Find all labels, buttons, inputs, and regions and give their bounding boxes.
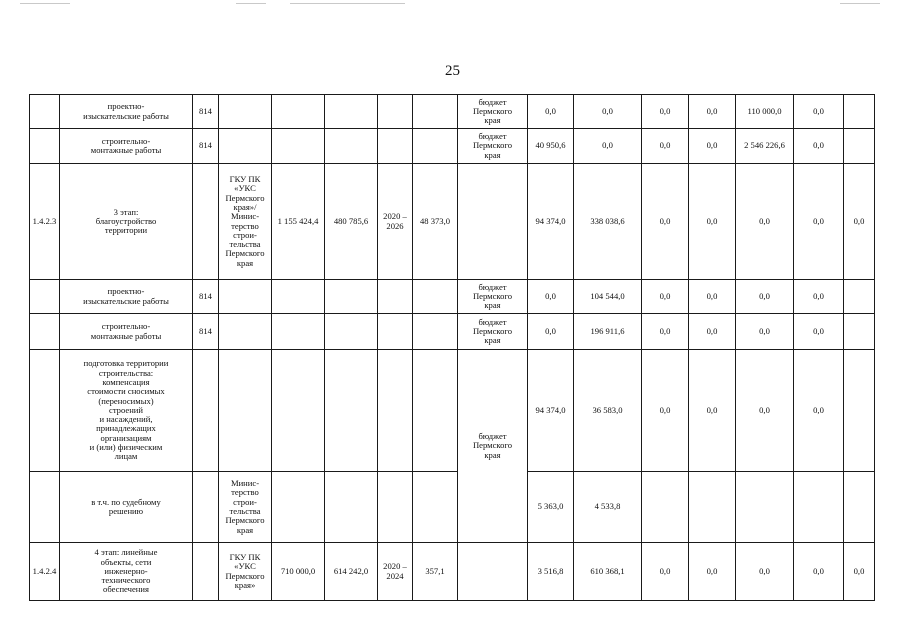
row-value: 5 363,0 xyxy=(528,472,574,543)
scan-artifact-line xyxy=(840,3,880,4)
row-value: 104 544,0 xyxy=(574,280,642,314)
row-value: 0,0 xyxy=(794,95,844,129)
row-code xyxy=(30,280,60,314)
row-value: 0,0 xyxy=(528,95,574,129)
row-executor: ГКУ ПК «УКС Пермского края» xyxy=(219,543,272,601)
row-name: подготовка территории строительства: компенсация стоимости сносимых (переносимых) строений и насаждений, принадлежащих организациям и (или) физическим лицам xyxy=(60,350,193,472)
table-row xyxy=(30,280,875,314)
row-executor: Минис- терство строи- тельства Пермского края xyxy=(219,472,272,543)
row-value xyxy=(844,314,875,350)
row-value: 0,0 xyxy=(736,543,794,601)
row-total-cost xyxy=(272,95,325,129)
row-total-cost xyxy=(272,314,325,350)
row-remaining xyxy=(413,314,458,350)
row-source: бюджет Пермского края xyxy=(458,129,528,164)
row-total-cost: 1 155 424,4 xyxy=(272,164,325,280)
row-value: 94 374,0 xyxy=(528,164,574,280)
row-value: 610 368,1 xyxy=(574,543,642,601)
row-value: 0,0 xyxy=(689,164,736,280)
row-remaining xyxy=(413,350,458,472)
row-grbs xyxy=(193,543,219,601)
row-name: 3 этап: благоустройство территории xyxy=(60,164,193,280)
row-prior-funding: 480 785,6 xyxy=(325,164,378,280)
row-source: бюджет Пермского края xyxy=(458,314,528,350)
row-value: 0,0 xyxy=(794,280,844,314)
row-name: в т.ч. по судебному решению xyxy=(60,472,193,543)
row-value: 3 516,8 xyxy=(528,543,574,601)
row-value: 0,0 xyxy=(689,280,736,314)
row-code: 1.4.2.4 xyxy=(30,543,60,601)
row-value: 0,0 xyxy=(794,129,844,164)
row-value xyxy=(844,95,875,129)
row-value: 0,0 xyxy=(642,314,689,350)
row-period xyxy=(378,129,413,164)
row-code: 1.4.2.3 xyxy=(30,164,60,280)
row-period xyxy=(378,95,413,129)
row-grbs: 814 xyxy=(193,95,219,129)
row-code xyxy=(30,350,60,472)
row-prior-funding xyxy=(325,472,378,543)
row-value: 0,0 xyxy=(528,314,574,350)
scan-artifact-line xyxy=(20,3,70,4)
row-executor xyxy=(219,314,272,350)
row-value xyxy=(736,472,794,543)
row-remaining: 357,1 xyxy=(413,543,458,601)
row-remaining xyxy=(413,129,458,164)
row-value xyxy=(844,350,875,472)
row-value: 0,0 xyxy=(642,95,689,129)
row-source: бюджет Пермского края xyxy=(458,280,528,314)
row-value: 0,0 xyxy=(794,543,844,601)
row-value: 0,0 xyxy=(736,280,794,314)
row-value xyxy=(794,472,844,543)
row-value: 0,0 xyxy=(689,314,736,350)
table-row xyxy=(30,129,875,164)
row-executor xyxy=(219,95,272,129)
row-value xyxy=(844,472,875,543)
row-source: бюджет Пермского края xyxy=(458,350,528,543)
row-grbs: 814 xyxy=(193,129,219,164)
row-period xyxy=(378,472,413,543)
table-row xyxy=(30,472,875,543)
row-period xyxy=(378,314,413,350)
row-grbs xyxy=(193,472,219,543)
budget-table xyxy=(29,94,875,601)
row-value: 0,0 xyxy=(689,95,736,129)
row-grbs: 814 xyxy=(193,314,219,350)
row-total-cost xyxy=(272,472,325,543)
row-period: 2020 – 2026 xyxy=(378,164,413,280)
row-value: 0,0 xyxy=(642,164,689,280)
row-code xyxy=(30,95,60,129)
row-value: 196 911,6 xyxy=(574,314,642,350)
row-value xyxy=(689,472,736,543)
row-value: 94 374,0 xyxy=(528,350,574,472)
row-value: 40 950,6 xyxy=(528,129,574,164)
scan-artifact-line xyxy=(290,3,405,4)
row-source xyxy=(458,543,528,601)
row-remaining xyxy=(413,280,458,314)
row-value: 0,0 xyxy=(642,129,689,164)
row-value: 0,0 xyxy=(642,280,689,314)
row-name: 4 этап: линейные объекты, сети инженерно- технического обеспечения xyxy=(60,543,193,601)
row-value: 0,0 xyxy=(528,280,574,314)
table-row xyxy=(30,350,875,472)
row-name: строительно- монтажные работы xyxy=(60,129,193,164)
row-value: 0,0 xyxy=(736,350,794,472)
row-value: 0,0 xyxy=(794,164,844,280)
row-total-cost xyxy=(272,350,325,472)
row-total-cost xyxy=(272,129,325,164)
row-value: 0,0 xyxy=(642,350,689,472)
row-period xyxy=(378,350,413,472)
row-executor xyxy=(219,350,272,472)
row-value xyxy=(642,472,689,543)
row-value xyxy=(844,129,875,164)
row-value: 0,0 xyxy=(736,164,794,280)
row-source: бюджет Пермского края xyxy=(458,95,528,129)
row-prior-funding xyxy=(325,314,378,350)
row-value: 0,0 xyxy=(574,129,642,164)
row-remaining: 48 373,0 xyxy=(413,164,458,280)
row-period: 2020 – 2024 xyxy=(378,543,413,601)
row-value: 0,0 xyxy=(689,350,736,472)
row-grbs xyxy=(193,164,219,280)
table-row xyxy=(30,95,875,129)
row-value: 36 583,0 xyxy=(574,350,642,472)
row-value: 0,0 xyxy=(844,164,875,280)
row-prior-funding: 614 242,0 xyxy=(325,543,378,601)
row-value: 0,0 xyxy=(794,314,844,350)
row-value: 110 000,0 xyxy=(736,95,794,129)
row-value: 338 038,6 xyxy=(574,164,642,280)
row-value xyxy=(844,280,875,314)
table-row xyxy=(30,543,875,601)
row-grbs: 814 xyxy=(193,280,219,314)
row-executor xyxy=(219,129,272,164)
table-row xyxy=(30,314,875,350)
row-remaining xyxy=(413,95,458,129)
row-prior-funding xyxy=(325,280,378,314)
row-grbs xyxy=(193,350,219,472)
row-value: 0,0 xyxy=(689,129,736,164)
row-code xyxy=(30,472,60,543)
row-executor: ГКУ ПК «УКС Пермского края»/ Минис- терство строи- тельства Пермского края xyxy=(219,164,272,280)
row-code xyxy=(30,129,60,164)
row-value: 4 533,8 xyxy=(574,472,642,543)
row-value: 0,0 xyxy=(794,350,844,472)
row-value: 0,0 xyxy=(689,543,736,601)
row-source xyxy=(458,164,528,280)
row-code xyxy=(30,314,60,350)
row-remaining xyxy=(413,472,458,543)
row-total-cost: 710 000,0 xyxy=(272,543,325,601)
row-name: проектно- изыскательские работы xyxy=(60,95,193,129)
row-value: 0,0 xyxy=(574,95,642,129)
row-total-cost xyxy=(272,280,325,314)
row-prior-funding xyxy=(325,350,378,472)
row-value: 2 546 226,6 xyxy=(736,129,794,164)
page-number: 25 xyxy=(445,63,460,79)
row-prior-funding xyxy=(325,95,378,129)
row-period xyxy=(378,280,413,314)
row-prior-funding xyxy=(325,129,378,164)
table-row xyxy=(30,164,875,280)
row-value: 0,0 xyxy=(844,543,875,601)
scan-artifact-line xyxy=(236,3,266,4)
row-value: 0,0 xyxy=(736,314,794,350)
row-name: проектно- изыскательские работы xyxy=(60,280,193,314)
row-value: 0,0 xyxy=(642,543,689,601)
row-name: строительно- монтажные работы xyxy=(60,314,193,350)
row-executor xyxy=(219,280,272,314)
